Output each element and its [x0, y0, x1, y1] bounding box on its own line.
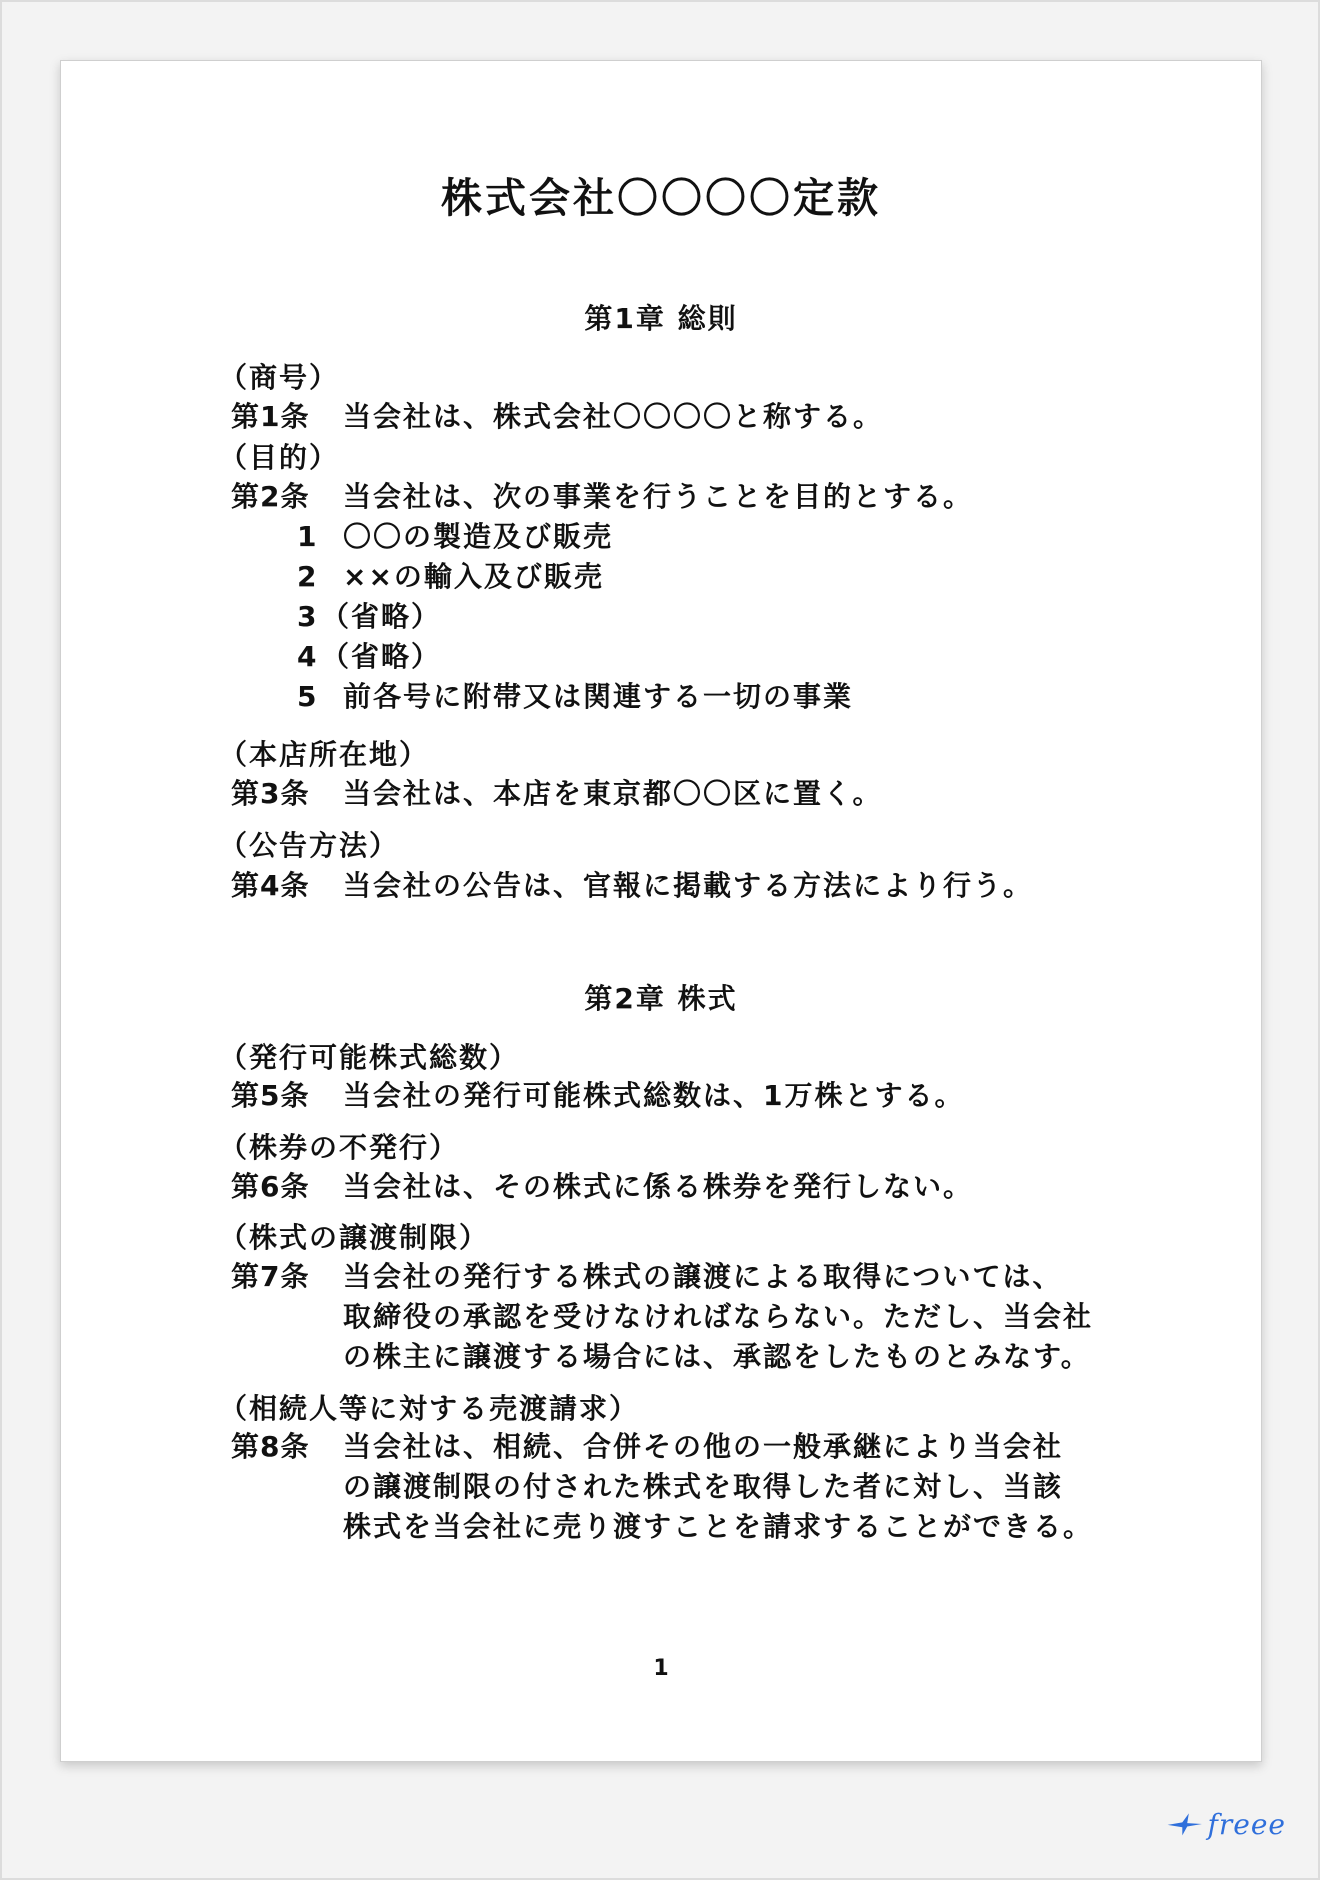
list-item-number: 2	[297, 560, 317, 593]
list-item: ××の輸入及び販売	[343, 560, 604, 593]
article-text	[343, 477, 973, 517]
article-text	[343, 866, 1033, 906]
document-page	[60, 60, 1262, 1762]
list-item: 〇〇の製造及び販売	[343, 520, 614, 553]
list-item: （省略）	[321, 600, 442, 633]
list-item: （省略）	[321, 640, 442, 673]
logo-text: freee	[1207, 1807, 1286, 1841]
list-item-number: 4	[297, 640, 317, 673]
article-text	[343, 1427, 1093, 1547]
article-line: 当会社は、本店を東京都〇〇区に置く。	[343, 777, 883, 810]
article-line: 当会社は、その株式に係る株券を発行しない。	[343, 1170, 974, 1203]
article-number: 第7条	[231, 1260, 310, 1293]
chapter-heading: 第2章 株式	[584, 982, 738, 1015]
article-caption: （発行可能株式総数）	[219, 1041, 520, 1074]
article-line: 当会社は、株式会社〇〇〇〇と称する。	[343, 400, 884, 433]
page-number: 1	[653, 1656, 669, 1681]
article-line: の譲渡制限の付された株式を取得した者に対し、当該	[343, 1470, 1064, 1503]
freee-logo	[1166, 1802, 1286, 1846]
article-line: 当会社の公告は、官報に掲載する方法により行う。	[343, 869, 1034, 902]
article-caption: （公告方法）	[219, 829, 400, 862]
article-line: 当会社は、相続、合併その他の一般承継により当会社	[343, 1430, 1064, 1463]
article-number: 第6条	[231, 1170, 310, 1203]
list-item-number: 5	[297, 680, 317, 713]
list-item-number: 1	[297, 520, 317, 553]
article-line: 当会社の発行可能株式総数は、1万株とする。	[343, 1079, 965, 1112]
article-number: 第4条	[231, 869, 310, 902]
list-item: 前各号に附帯又は関連する一切の事業	[343, 680, 854, 713]
article-line: 取締役の承認を受けなければならない。ただし、当会社	[343, 1300, 1094, 1333]
article-text	[343, 397, 883, 437]
article-number: 第2条	[231, 480, 310, 513]
list-item-number: 3	[297, 600, 317, 633]
article-text	[343, 774, 882, 814]
article-line: 当会社の発行する株式の譲渡による取得については、	[343, 1260, 1063, 1293]
article-caption: （商号）	[219, 361, 340, 394]
article-caption: （相続人等に対する売渡請求）	[219, 1392, 640, 1425]
article-number: 第8条	[231, 1430, 310, 1463]
article-line: 当会社は、次の事業を行うことを目的とする。	[343, 480, 974, 513]
article-number: 第5条	[231, 1079, 310, 1112]
article-text	[343, 1257, 1093, 1377]
article-number: 第3条	[231, 777, 310, 810]
document-title: 株式会社〇〇〇〇定款	[441, 174, 881, 222]
article-caption: （目的）	[219, 441, 340, 474]
freee-bird-icon	[1166, 1809, 1204, 1839]
article-text	[343, 1167, 973, 1207]
chapter-heading: 第1章 総則	[584, 302, 738, 335]
article-caption: （本店所在地）	[219, 738, 430, 771]
article-caption: （株券の不発行）	[219, 1131, 460, 1164]
article-line: の株主に譲渡する場合には、承認をしたものとみなす。	[343, 1340, 1091, 1373]
article-caption: （株式の譲渡制限）	[219, 1221, 490, 1254]
article-text	[343, 1076, 965, 1116]
article-line: 株式を当会社に売り渡すことを請求することができる。	[343, 1510, 1094, 1543]
article-number: 第1条	[231, 400, 310, 433]
